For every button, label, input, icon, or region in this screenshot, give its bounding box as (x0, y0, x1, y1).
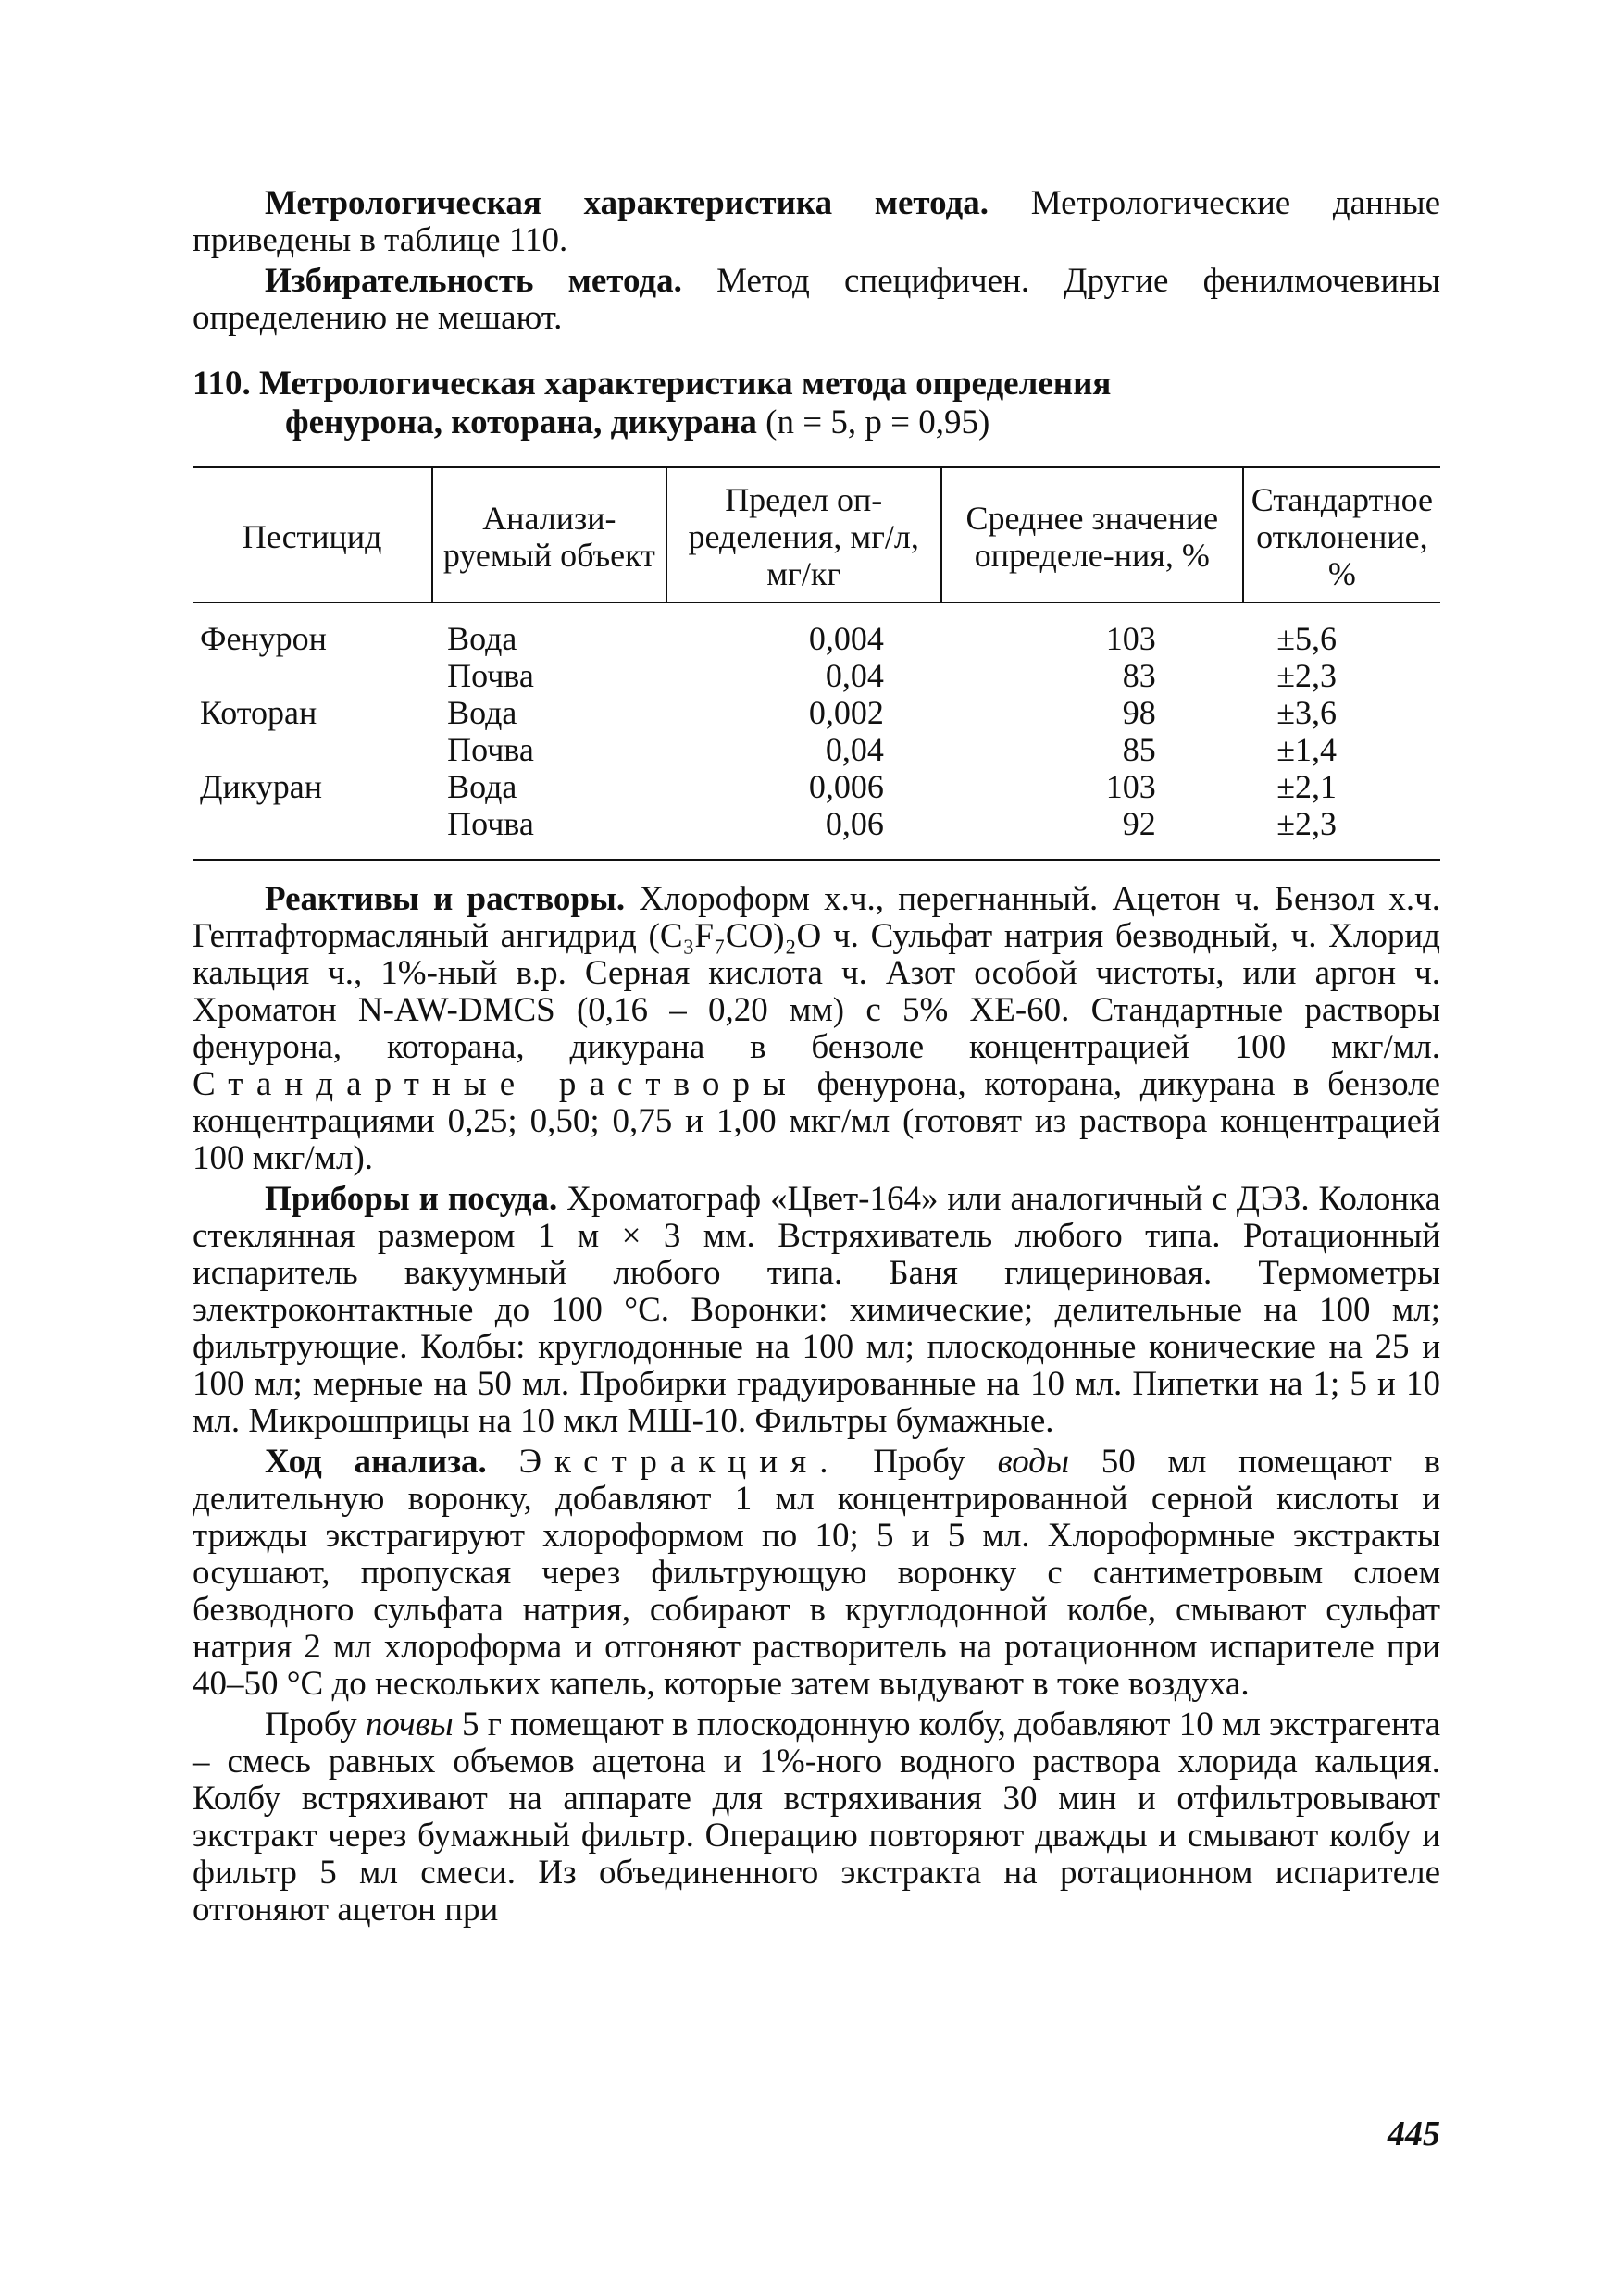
cell-pesticide: Фенурон (200, 620, 327, 657)
table-caption (193, 365, 1440, 442)
spaced-term: Стандартные растворы (193, 1065, 799, 1103)
cell-object: Почва (432, 805, 666, 860)
paragraph-text: Пробу (265, 1706, 366, 1744)
cell-mean: 85 (1122, 731, 1156, 768)
table-caption-conditions: (n = 5, p = 0,95) (756, 403, 990, 441)
header-object: Анализи-руемый объект (432, 467, 666, 602)
table-row (193, 657, 1440, 694)
cell-mean: 83 (1122, 657, 1156, 694)
table-row (193, 731, 1440, 768)
table-row (193, 805, 1440, 860)
paragraph-analysis (193, 1444, 1440, 1703)
cell-limit: 0,04 (825, 657, 884, 694)
cell-limit: 0,004 (808, 620, 884, 657)
cell-mean: 103 (1105, 620, 1156, 657)
paragraph-text: 5 г помещают в плоскодонную колбу, добавляют 10 мл экстрагента – смесь равных объемов ацетона и 1%-ного водного раствора хлорида кальция. Колбу встряхивают на аппарате для встряхивания 30 мин и отфильтровывают экстракт через бумажный фильтр. Операцию повторяют дважды и смывают колбу и фильтр 5 мл смеси. Из объединенного экстракта на ротационном испарителе отгоняют ацетон при (193, 1706, 1440, 1929)
paragraph-lead: Приборы и посуда. (265, 1180, 558, 1218)
cell-stdev: ±1,4 (1276, 731, 1337, 768)
header-stdev: Стандартное отклонение, % (1243, 467, 1440, 602)
cell-mean: 103 (1105, 768, 1156, 805)
cell-pesticide: Дикуран (200, 768, 323, 805)
italic-term: почвы (365, 1706, 454, 1744)
cell-stdev: ±2,3 (1276, 657, 1337, 694)
page-number: 445 (1388, 2115, 1440, 2153)
cell-object: Вода (447, 694, 517, 731)
cell-mean: 92 (941, 805, 1243, 860)
table-caption-line1: 110. Метрологическая характеристика метода определения (193, 365, 1112, 403)
cell-limit: 0,006 (808, 768, 884, 805)
cell-object: Вода (447, 620, 517, 657)
cell-mean: 98 (1122, 694, 1156, 731)
cell-pesticide: Которан (200, 694, 317, 731)
table-caption-line2 (193, 403, 1440, 442)
table-caption-subjects: фенурона, которана, дикурана (285, 403, 757, 441)
table-header-row (193, 467, 1440, 602)
table-row (193, 602, 1440, 657)
cell-pesticide (193, 805, 432, 860)
cell-pesticide (193, 731, 432, 768)
paragraph-selectivity (193, 263, 1440, 337)
paragraph-instruments (193, 1181, 1440, 1440)
cell-limit: 0,04 (825, 731, 884, 768)
paragraph-lead: Ход анализа. (265, 1443, 487, 1481)
spaced-term: Экстракция. (518, 1443, 841, 1481)
paragraph-text: 50 мл помещают в делительную воронку, добавляют 1 мл концентрированной серной кислоты и трижды экстрагируют хлороформом по 10; 5 и 5 мл. Хлороформные экстракты осушают, пропуская через фильтрующую воронку с сантиметровым слоем безводного сульфата натрия, собирают в круглодонной колбе, смывают сульфат натрия 2 мл хлороформа и отгоняют растворитель на ротационном испарителе при 40–50 °С до нескольких капель, которые затем выдувают в токе воздуха. (193, 1443, 1440, 1703)
paragraph-text: Метрологические данные приведены в таблице 110. (193, 184, 1440, 259)
metrology-table (193, 466, 1440, 861)
paragraph-metrology (193, 185, 1440, 259)
paragraph-soil (193, 1706, 1440, 1929)
table-row (193, 694, 1440, 731)
cell-stdev: ±5,6 (1276, 620, 1337, 657)
paragraph-lead: Реактивы и растворы. (265, 880, 626, 918)
paragraph-text: Хлороформ х.ч., перегнанный. Ацетон ч. Бензол х.ч. Гептафтормасляный ангидрид (C₃F₇CO)₂O ч. Сульфат натрия безводный, ч. Хлорид кальция ч., 1%-ный в.р. Серная кислота ч. Азот особой чистоты, или аргон ч. Хроматон N-AW-DMCS (0,16 – 0,20 мм) с 5% XE-60. Стандартные растворы фенурона, которана, дикурана в бензоле концентрацией 100 мкг/мл. (193, 880, 1440, 1066)
paragraph-text: Хроматограф «Цвет-164» или аналогичный с ДЭЗ. Колонка стеклянная размером 1 м × 3 мм. Встряхиватель любого типа. Ротационный испаритель вакуумный любого типа. Баня глицериновая. Термометры электроконтактные до 100 °С. Воронки: химические; делительные на 100 мл; фильтрующие. Колбы: круглодонные на 100 мл; плоскодонные конические на 25 и 100 мл; мерные на 50 мл. Пробирки градуированные на 10 мл. Пипетки на 1; 5 и 10 мл. Микрошприцы на 10 мкл МШ-10. Фильтры бумажные. (193, 1180, 1440, 1440)
cell-stdev: ±3,6 (1276, 694, 1337, 731)
body-text (193, 881, 1440, 1929)
italic-term: воды (997, 1443, 1070, 1481)
paragraph-text: фенурона, которана, дикурана в бензоле концентрациями 0,25; 0,50; 0,75 и 1,00 мкг/мл (готовят из раствора концентрацией 100 мкг/мл). (193, 1065, 1440, 1177)
header-limit: Предел оп-ределения, мг/л, мг/кг (666, 467, 941, 602)
paragraph-lead: Избирательность метода. (265, 262, 682, 300)
cell-limit: 0,002 (808, 694, 884, 731)
paragraph-reagents (193, 881, 1440, 1177)
cell-object: Почва (447, 731, 534, 768)
cell-pesticide (193, 657, 432, 694)
cell-limit: 0,06 (666, 805, 941, 860)
header-mean: Среднее значение определе-ния, % (941, 467, 1243, 602)
page-content (193, 185, 1440, 1929)
table-row (193, 768, 1440, 805)
header-pesticide: Пестицид (193, 467, 432, 602)
cell-stdev: ±2,3 (1243, 805, 1440, 860)
cell-object: Почва (447, 657, 534, 694)
paragraph-text: Метод специфичен. Другие фенилмочевины определению не мешают. (193, 262, 1440, 337)
paragraph-text: Пробу (840, 1443, 998, 1481)
paragraph-lead: Метрологическая характеристика метода. (265, 184, 989, 222)
cell-stdev: ±2,1 (1276, 768, 1337, 805)
cell-object: Вода (447, 768, 517, 805)
